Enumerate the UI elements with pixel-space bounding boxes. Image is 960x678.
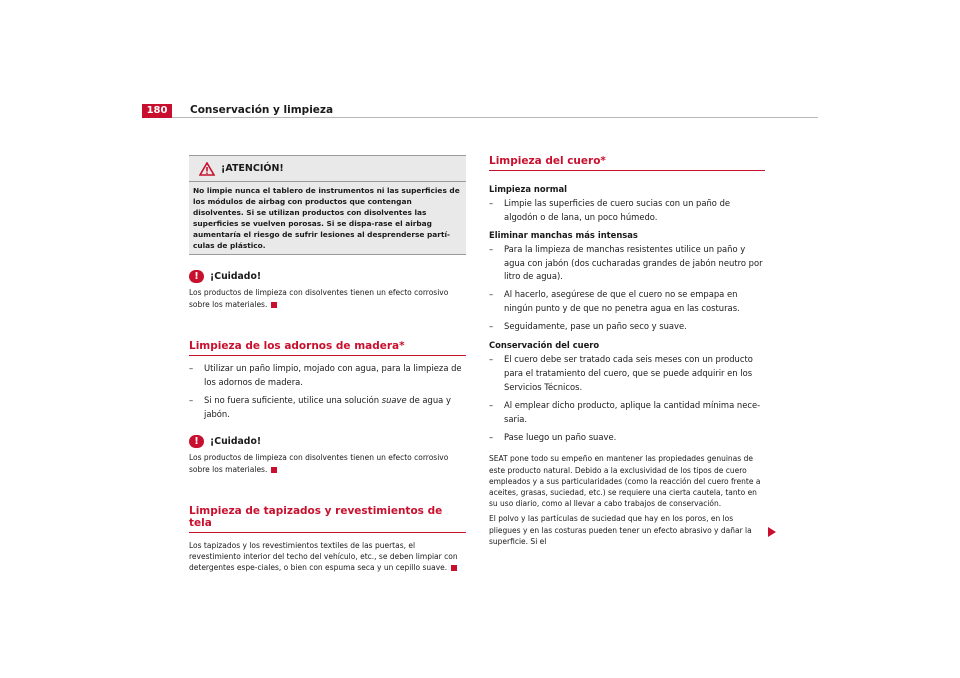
dash-bullet: – (489, 399, 494, 410)
warning-triangle-icon (199, 162, 215, 176)
end-mark-icon (271, 467, 277, 473)
warning-box (189, 155, 466, 255)
caution-text-1 (189, 287, 466, 309)
section-title-textile: Limpieza de tapizados y revestimientos de tela (189, 505, 466, 533)
left-column (189, 155, 466, 573)
dash-bullet: – (189, 394, 194, 405)
running-title: Conservación y limpieza (190, 104, 334, 116)
page-number: 180 (142, 104, 172, 118)
caution-title-2: ¡Cuidado! (210, 436, 262, 448)
list-item (189, 362, 466, 390)
wood-item-2 (204, 394, 466, 422)
dash-bullet: – (489, 197, 494, 208)
normal-cleaning-heading: Limpieza normal (489, 184, 568, 194)
list-item (489, 399, 765, 427)
end-mark-icon (451, 565, 457, 571)
care-item-2: Al emplear dicho producto, aplique la cantidad mínima nece-saria. (504, 399, 761, 424)
stains-heading: Eliminar manchas más intensas (489, 229, 638, 240)
section-title-wood: Limpieza de los adornos de madera* (189, 340, 466, 356)
care-heading: Conservación del cuero (489, 340, 600, 351)
header-rule (142, 117, 818, 118)
caution-text-2 (189, 452, 466, 474)
normal-item-1: Limpie las superficies de cuero sucias con un paño de algodón o de lana, un poco húmedo. (504, 197, 731, 222)
dash-bullet: – (489, 353, 494, 364)
continue-arrow-icon (768, 527, 776, 537)
list-item (489, 243, 765, 285)
list-item (489, 320, 765, 334)
wood-item-2-after: de agua y jabón. (204, 394, 451, 419)
caution-title-1: ¡Cuidado! (210, 271, 262, 283)
caution-exclamation-icon: ! (189, 435, 204, 448)
dash-bullet: – (489, 243, 494, 254)
wood-item-2-emphasis: suave (381, 394, 407, 405)
care-item-1: El cuero debe ser tratado cada seis meses con un producto para el tratamiento del cuero, que se puede adquirir en los Servicios Técnicos. (504, 353, 753, 392)
list-item (189, 394, 466, 422)
dash-bullet: – (489, 321, 494, 332)
warning-header (189, 155, 466, 182)
dash-bullet: – (489, 431, 494, 442)
leather-note-2: El polvo y las partículas de suciedad que hay en los poros, en los pliegues y en las costuras pueden tener un efecto abrasivo y dañar la superficie. Si el (489, 514, 752, 546)
list-item (489, 288, 765, 316)
wood-item-2-before: Si no fuera suficiente, utilice una solución (204, 394, 382, 405)
section-title-leather: Limpieza del cuero* (489, 155, 765, 171)
warning-text: No limpie nunca el tablero de instrumentos ni las superficies de los módulos de airbag con productos que contengan disolventes. Si se utilizan productos con disolventes las superficies se vuelven porosas. Si se dispa-rase el airbag aumentaría el riesgo de sufrir lesiones al desprenderse partí-culas de plástico. (193, 186, 460, 250)
list-item (489, 353, 765, 395)
caution-text-1-content: Los productos de limpieza con disolventes tienen un efecto corrosivo sobre los materiales. (189, 288, 449, 309)
caution-text-2-content: Los productos de limpieza con disolventes tienen un efecto corrosivo sobre los materiales. (189, 453, 449, 474)
list-item (489, 197, 765, 225)
dash-bullet: – (489, 289, 494, 300)
leather-note-1: SEAT pone todo su empeño en mantener las propiedades genuinas de este producto natural. Debido a la exclusividad de los tipos de cuero empleados y a sus particularidades (como la reacción del cuero frente a aceites, grasas, suciedad, etc.) se requiere una cierta cautela, tanto en su uso diario, como al llevar a cabo trabajos de conservación. (489, 454, 761, 509)
caution-header-2 (189, 433, 466, 450)
wood-instructions (189, 362, 466, 422)
caution-exclamation-icon: ! (189, 270, 204, 283)
list-item (489, 431, 765, 445)
dash-bullet: – (189, 362, 194, 373)
right-column (489, 155, 765, 547)
stains-item-1: Para la limpieza de manchas resistentes utilice un paño y agua con jabón (dos cucharadas grandes de jabón neutro por litro de agua). (504, 243, 763, 282)
warning-title: ¡ATENCIÓN! (221, 163, 284, 174)
end-mark-icon (271, 302, 277, 308)
textile-text-content: Los tapizados y los revestimientos textiles de las puertas, el revestimiento interior del techo del vehículo, etc., se deben limpiar con detergentes espe-ciales, o bien con espuma seca y un cepillo suave. (189, 540, 458, 573)
care-item-3: Pase luego un paño suave. (504, 431, 617, 442)
caution-header-1 (189, 268, 466, 285)
stains-item-2: Al hacerlo, asegúrese de que el cuero no se empapa en ningún punto y de que no penetra agua en las costuras. (504, 289, 740, 314)
wood-item-1: Utilizar un paño limpio, mojado con agua, para la limpieza de los adornos de madera. (204, 362, 462, 387)
textile-text (189, 540, 466, 574)
stains-item-3: Seguidamente, pase un paño seco y suave. (504, 321, 687, 332)
